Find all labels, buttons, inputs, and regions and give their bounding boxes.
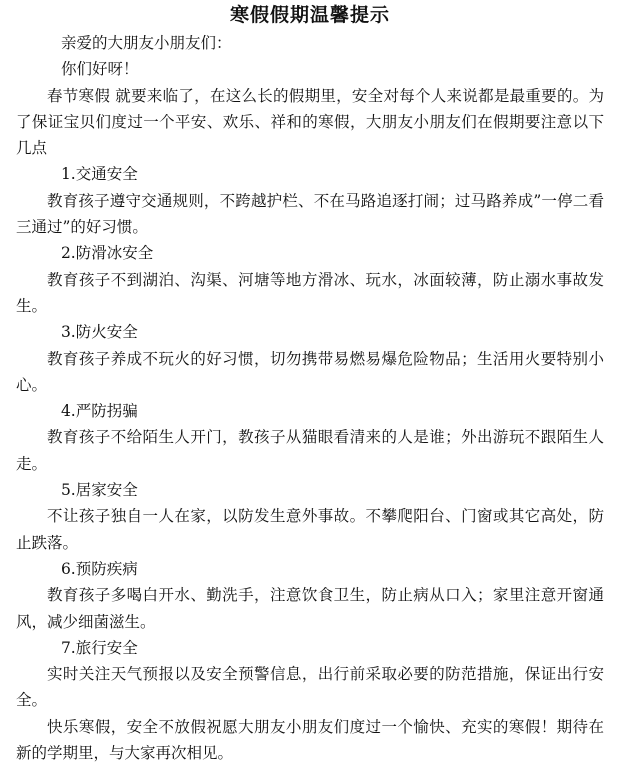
hello-line: 你们好呀！ xyxy=(60,60,139,79)
section-body-disease: 教育孩子多喝白开水、勤洗手，注意饮食卫生，防止病从口入；家里注意开窗通风，减少细菌滋生。 xyxy=(16,586,604,631)
section-body-fire: 教育孩子养成不玩火的好习惯，切勿携带易燃易爆危险物品；生活用火要特别小心。 xyxy=(16,349,604,394)
section-body-traffic: 教育孩子遵守交通规则，不跨越护栏、不在马路追逐打闹；过马路养成”一停二看三通过”的好习惯。 xyxy=(16,191,604,237)
section-heading-home: 5.居家安全 xyxy=(60,481,138,500)
section-heading-abduction: 4.严防拐骗 xyxy=(60,402,138,421)
section-heading-ice: 2.防滑冰安全 xyxy=(60,244,154,263)
section-heading-traffic: 1.交通安全 xyxy=(60,165,138,184)
section-heading-travel: 7.旅行安全 xyxy=(60,638,138,657)
section-heading-disease: 6.预防疾病 xyxy=(60,559,138,578)
section-heading-fire: 3.防火安全 xyxy=(60,323,138,342)
document-title: 寒假假期温馨提示 xyxy=(229,4,390,26)
section-body-home: 不让孩子独自一人在家，以防发生意外事故。不攀爬阳台、门窗或其它高处，防止跌落。 xyxy=(16,507,604,552)
document-page xyxy=(16,0,604,766)
section-body-ice: 教育孩子不到湖泊、沟渠、河塘等地方滑冰、玩水，冰面较薄，防止溺水事故发生。 xyxy=(16,270,604,315)
greeting: 亲爱的大朋友小朋友们： xyxy=(60,34,232,52)
closing-paragraph: 快乐寒假，安全不放假祝愿大朋友小朋友们度过一个愉快、充实的寒假！期待在新的学期里，与大家再次相见。 xyxy=(16,717,604,763)
section-body-travel: 实时关注天气预报以及安全预警信息，出行前采取必要的防范措施，保证出行安全。 xyxy=(16,665,604,710)
intro-paragraph: 春节寒假 就要来临了，在这么长的假期里，安全对每个人来说都是最重要的。为了保证宝贝们度过一个平安、欢乐、祥和的寒假，大朋友小朋友们在假期要注意以下几点 xyxy=(16,86,604,158)
section-body-abduction: 教育孩子不给陌生人开门，教孩子从猫眼看清来的人是谁；外出游玩不跟陌生人走。 xyxy=(16,428,604,473)
